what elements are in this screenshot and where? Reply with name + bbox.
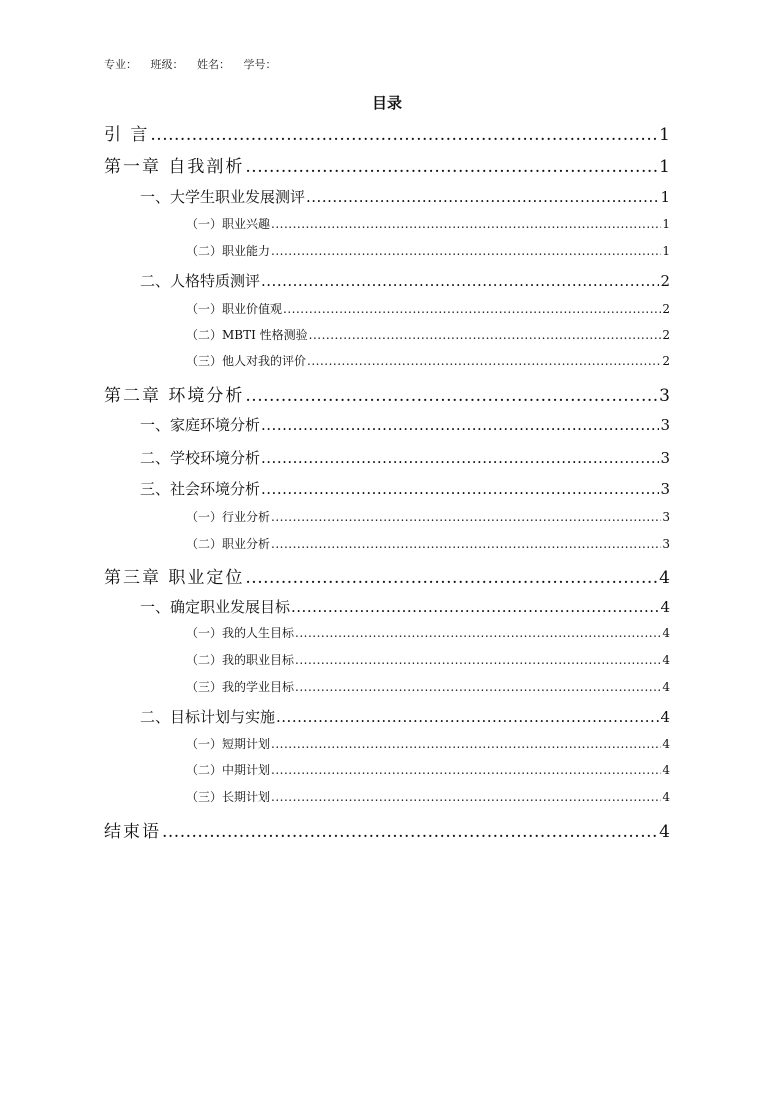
toc-dot-leader (309, 328, 662, 342)
toc-entry-label: 一、家庭环境分析 (140, 416, 261, 434)
toc-entry-page-number: 4 (660, 598, 670, 616)
toc-entry-label: 二、学校环境分析 (140, 449, 261, 467)
toc-entry-label: （三）我的学业目标 (186, 680, 295, 694)
toc-dot-leader (245, 157, 658, 177)
toc-entry-label: （二）我的职业目标 (186, 653, 295, 667)
toc-entry-page-number: 2 (662, 354, 670, 368)
toc-entry-label: 一、大学生职业发展测评 (140, 188, 306, 206)
toc-entry-label: 第二章 环境分析 (104, 386, 245, 406)
toc-entry-label: （三）长期计划 (186, 790, 271, 804)
toc-entry[interactable] (186, 215, 670, 232)
toc-dot-leader (261, 480, 659, 498)
toc-entry-page-number: 4 (662, 680, 670, 694)
toc-entry[interactable] (186, 735, 670, 752)
toc-dot-leader (150, 125, 658, 145)
toc-dot-leader (271, 217, 661, 231)
toc-entry-label: 二、人格特质测评 (140, 272, 261, 290)
toc-entry-page-number: 1 (659, 125, 670, 145)
toc-entry[interactable] (140, 706, 670, 727)
toc-entry-page-number: 1 (662, 217, 670, 231)
toc-entry-page-number: 3 (660, 449, 670, 467)
toc-dot-leader (271, 763, 661, 777)
toc-entry[interactable] (140, 270, 670, 291)
toc-entry-label: 二、目标计划与实施 (140, 708, 276, 726)
header-student-id: 学号： (243, 58, 277, 71)
toc-entry-label: 第三章 职业定位 (104, 568, 245, 588)
toc-entry-label: （一）职业价值观 (186, 302, 283, 316)
toc-entry-page-number: 1 (660, 188, 670, 206)
toc-entry-page-number: 4 (660, 708, 670, 726)
toc-dot-leader (276, 708, 659, 726)
toc-entry[interactable] (186, 300, 670, 317)
toc-dot-leader (271, 537, 661, 551)
toc-entry-label: （一）我的人生目标 (186, 626, 295, 640)
toc-dot-leader (271, 510, 661, 524)
toc-entry-label: （一）行业分析 (186, 510, 271, 524)
header-name: 姓名： (197, 58, 230, 71)
toc-entry-label: 一、确定职业发展目标 (140, 598, 291, 616)
toc-entry-page-number: 4 (662, 626, 670, 640)
toc-dot-leader (245, 568, 658, 588)
toc-entry[interactable] (186, 508, 670, 525)
toc-entry[interactable] (140, 478, 670, 499)
toc-entry-page-number: 4 (659, 568, 670, 588)
toc-entry-label: （一）短期计划 (186, 737, 271, 751)
toc-entry[interactable] (186, 678, 670, 695)
toc-entry[interactable] (186, 761, 670, 778)
toc-dot-leader (261, 416, 659, 434)
toc-entry-page-number: 3 (659, 386, 670, 406)
toc-dot-leader (283, 302, 661, 316)
toc-dot-leader (307, 354, 661, 368)
toc-entry-label: 三、社会环境分析 (140, 480, 261, 498)
toc-entry[interactable] (140, 596, 670, 617)
header-major: 专业： (104, 58, 137, 71)
toc-entry-page-number: 3 (660, 416, 670, 434)
toc-dot-leader (261, 272, 659, 290)
toc-entry[interactable] (104, 120, 670, 145)
toc-entry[interactable] (186, 242, 670, 259)
header-class: 班级： (150, 58, 184, 71)
toc-entry-label: （二）中期计划 (186, 763, 271, 777)
toc-entry-label: 结束语 (104, 822, 161, 842)
toc-entry-page-number: 4 (662, 790, 670, 804)
toc-entry[interactable] (186, 788, 670, 805)
toc-dot-leader (295, 680, 661, 694)
toc-entry-page-number: 4 (662, 737, 670, 751)
toc-entry-label: （一）职业兴趣 (186, 217, 271, 231)
toc-dot-leader (295, 653, 661, 667)
toc-entry[interactable] (140, 447, 670, 468)
toc-entry[interactable] (186, 624, 670, 641)
document-header (104, 56, 287, 72)
toc-dot-leader (271, 244, 661, 258)
toc-entry[interactable] (140, 186, 670, 207)
toc-entry-label: （二）MBTI 性格测验 (186, 328, 308, 342)
toc-dot-leader (295, 626, 661, 640)
toc-dot-leader (245, 386, 658, 406)
toc-entry-label: （二）职业能力 (186, 244, 271, 258)
toc-entry[interactable] (104, 152, 670, 177)
toc-entry[interactable] (104, 817, 670, 842)
toc-entry-page-number: 2 (660, 272, 670, 290)
toc-entry[interactable] (104, 563, 670, 588)
toc-dot-leader (271, 737, 661, 751)
toc-entry[interactable] (140, 414, 670, 435)
toc-entry[interactable] (186, 651, 670, 668)
toc-entry[interactable] (104, 381, 670, 406)
toc-entry-page-number: 4 (662, 763, 670, 777)
toc-entry-page-number: 1 (659, 157, 670, 177)
toc-entry-page-number: 3 (662, 510, 670, 524)
toc-entry-page-number: 2 (662, 302, 670, 316)
toc-entry[interactable] (186, 326, 670, 343)
toc-entry[interactable] (186, 352, 670, 369)
toc-entry-page-number: 4 (662, 653, 670, 667)
toc-entry-page-number: 1 (662, 244, 670, 258)
toc-title: 目录 (371, 94, 402, 112)
toc-dot-leader (162, 822, 658, 842)
toc-entry-label: 引 言 (104, 125, 150, 145)
toc-entry-page-number: 2 (662, 328, 670, 342)
toc-entry-page-number: 3 (662, 537, 670, 551)
toc-entry[interactable] (186, 535, 670, 552)
toc-dot-leader (291, 598, 659, 616)
toc-entry-page-number: 3 (660, 480, 670, 498)
toc-dot-leader (271, 790, 661, 804)
toc-entry-label: （三）他人对我的评价 (186, 354, 307, 368)
toc-entry-page-number: 4 (659, 822, 670, 842)
toc-entry-label: （二）职业分析 (186, 537, 271, 551)
toc-dot-leader (306, 188, 659, 206)
toc-dot-leader (261, 449, 659, 467)
toc-entry-label: 第一章 自我剖析 (104, 157, 245, 177)
